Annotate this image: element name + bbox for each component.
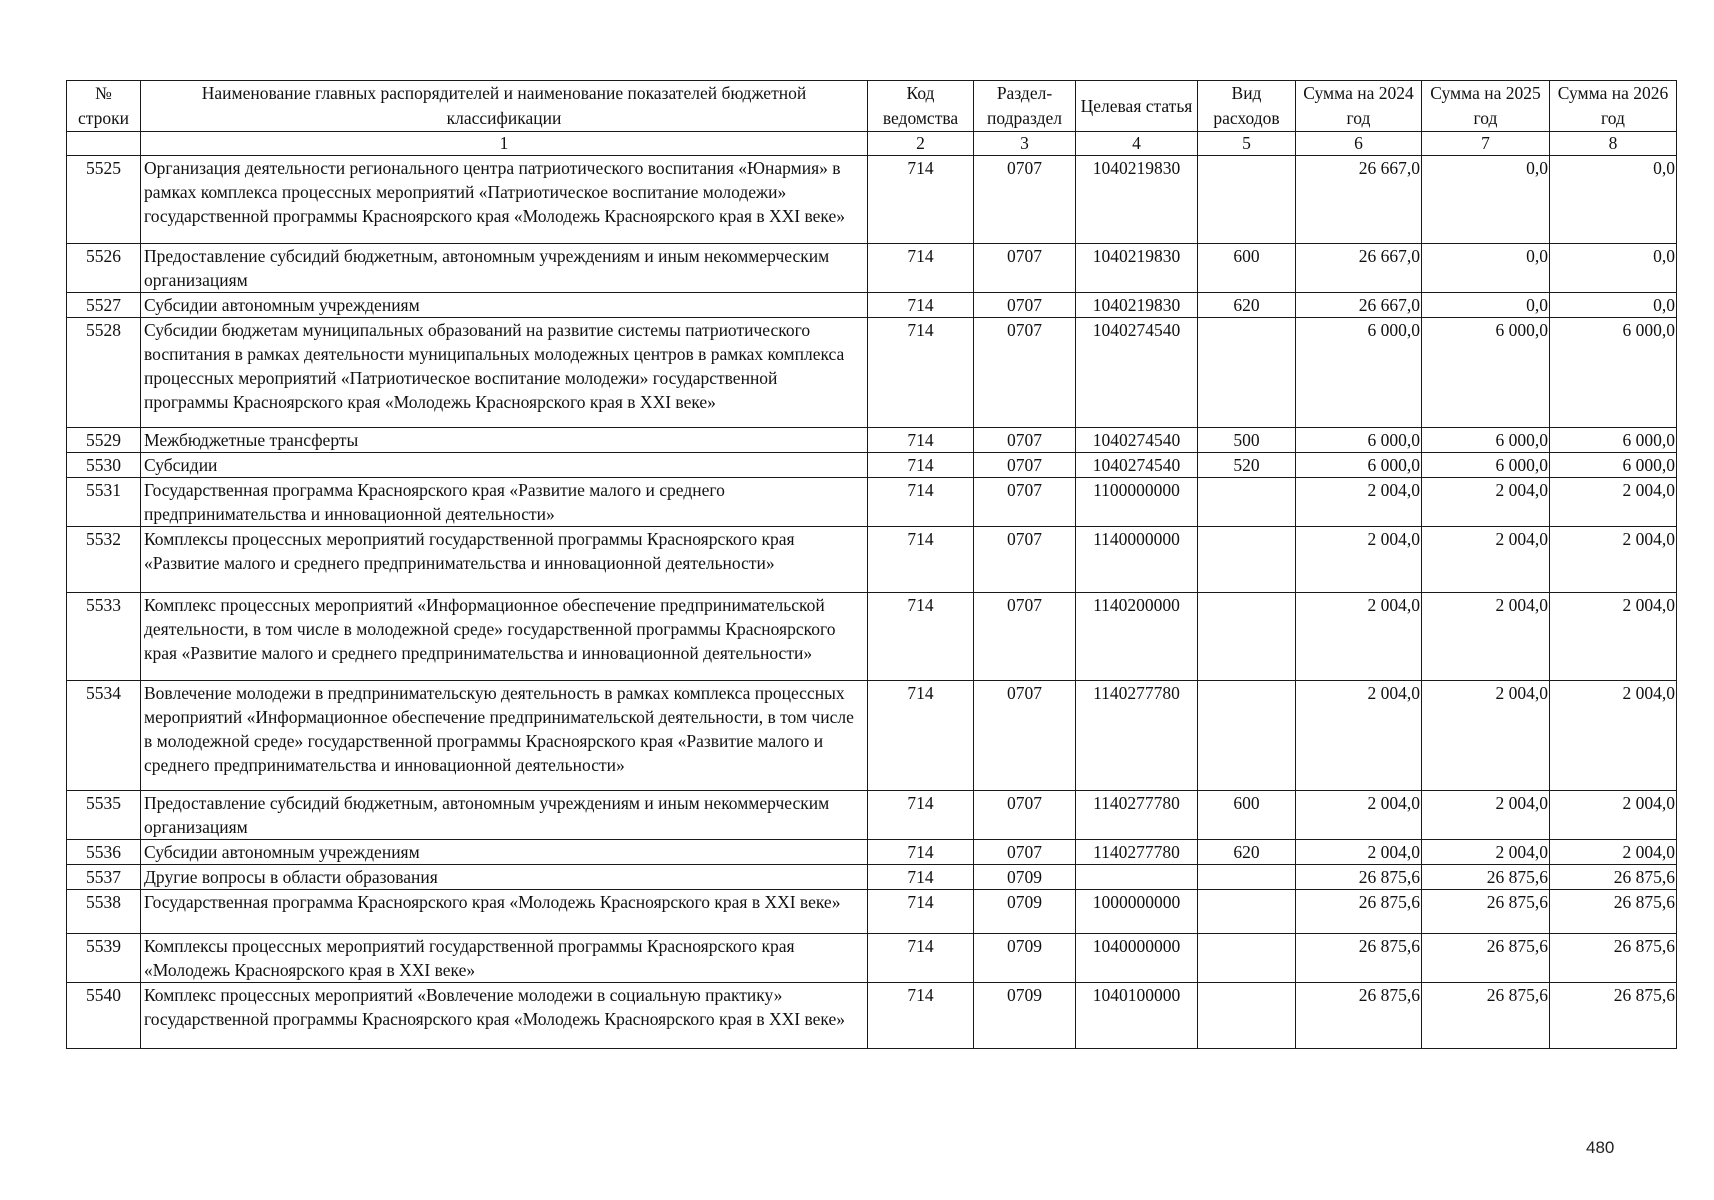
- page-number: 480: [1586, 1138, 1615, 1157]
- section-cell: 0709: [974, 983, 1076, 1049]
- sum-2025-cell: 2 004,0: [1422, 593, 1550, 681]
- target-article-cell: 1000000000: [1076, 890, 1198, 934]
- sum-2026-cell: 0,0: [1550, 156, 1677, 244]
- table-row: [67, 865, 1677, 890]
- table-row: [67, 681, 1677, 791]
- department-code-cell: 714: [868, 593, 974, 681]
- table-row: [67, 593, 1677, 681]
- name-cell: Субсидии автономным учреждениям: [141, 293, 868, 318]
- department-code-cell: 714: [868, 681, 974, 791]
- sum-2025-cell: 2 004,0: [1422, 791, 1550, 840]
- column-number: 4: [1076, 132, 1198, 156]
- row-number-cell: 5531: [67, 478, 141, 527]
- row-number-cell: 5532: [67, 527, 141, 593]
- name-cell: Другие вопросы в области образования: [141, 865, 868, 890]
- row-number-cell: 5534: [67, 681, 141, 791]
- target-article-cell: 1040274540: [1076, 318, 1198, 428]
- section-cell: 0707: [974, 453, 1076, 478]
- column-number: 8: [1550, 132, 1677, 156]
- sum-2024-cell: 2 004,0: [1296, 478, 1422, 527]
- sum-2026-cell: 26 875,6: [1550, 934, 1677, 983]
- sum-2026-cell: 2 004,0: [1550, 527, 1677, 593]
- section-cell: 0707: [974, 244, 1076, 293]
- sum-2025-cell: 26 875,6: [1422, 983, 1550, 1049]
- target-article-cell: 1040274540: [1076, 428, 1198, 453]
- table-row: [67, 293, 1677, 318]
- column-number: 5: [1198, 132, 1296, 156]
- header-expense-type: Вид расходов: [1198, 81, 1296, 132]
- sum-2025-cell: 26 875,6: [1422, 865, 1550, 890]
- expense-type-cell: 500: [1198, 428, 1296, 453]
- header-section: Раздел-подраздел: [974, 81, 1076, 132]
- table-row: [67, 428, 1677, 453]
- sum-2025-cell: 6 000,0: [1422, 428, 1550, 453]
- table-row: [67, 453, 1677, 478]
- column-number: 3: [974, 132, 1076, 156]
- department-code-cell: 714: [868, 244, 974, 293]
- name-cell: Комплекс процессных мероприятий «Вовлечение молодежи в социальную практику» государственной программы Красноярского края «Молодежь Красноярского края в XXI веке»: [141, 983, 868, 1049]
- name-cell: Межбюджетные трансферты: [141, 428, 868, 453]
- sum-2024-cell: 6 000,0: [1296, 453, 1422, 478]
- row-number-cell: 5529: [67, 428, 141, 453]
- sum-2026-cell: 6 000,0: [1550, 453, 1677, 478]
- sum-2025-cell: 2 004,0: [1422, 478, 1550, 527]
- column-number: 6: [1296, 132, 1422, 156]
- expense-type-cell: [1198, 318, 1296, 428]
- section-cell: 0707: [974, 428, 1076, 453]
- expense-type-cell: [1198, 681, 1296, 791]
- department-code-cell: 714: [868, 791, 974, 840]
- budget-table: [66, 80, 1677, 1049]
- department-code-cell: 714: [868, 293, 974, 318]
- table-row: [67, 934, 1677, 983]
- table-body: [67, 156, 1677, 1049]
- sum-2024-cell: 26 667,0: [1296, 244, 1422, 293]
- header-sum-2026: Сумма на 2026 год: [1550, 81, 1677, 132]
- section-cell: 0707: [974, 593, 1076, 681]
- sum-2025-cell: 2 004,0: [1422, 527, 1550, 593]
- row-number-cell: 5527: [67, 293, 141, 318]
- expense-type-cell: 620: [1198, 840, 1296, 865]
- header-sum-2024: Сумма на 2024 год: [1296, 81, 1422, 132]
- department-code-cell: 714: [868, 428, 974, 453]
- column-number-row: [67, 132, 1677, 156]
- expense-type-cell: [1198, 527, 1296, 593]
- section-cell: 0707: [974, 318, 1076, 428]
- column-number: 7: [1422, 132, 1550, 156]
- department-code-cell: 714: [868, 478, 974, 527]
- sum-2026-cell: 2 004,0: [1550, 593, 1677, 681]
- sum-2026-cell: 0,0: [1550, 293, 1677, 318]
- section-cell: 0709: [974, 890, 1076, 934]
- sum-2025-cell: 6 000,0: [1422, 318, 1550, 428]
- section-cell: 0707: [974, 293, 1076, 318]
- column-number: 2: [868, 132, 974, 156]
- sum-2026-cell: 26 875,6: [1550, 865, 1677, 890]
- row-number-cell: 5535: [67, 791, 141, 840]
- sum-2024-cell: 26 667,0: [1296, 293, 1422, 318]
- department-code-cell: 714: [868, 840, 974, 865]
- sum-2025-cell: 0,0: [1422, 156, 1550, 244]
- sum-2024-cell: 26 875,6: [1296, 983, 1422, 1049]
- section-cell: 0707: [974, 840, 1076, 865]
- sum-2026-cell: 2 004,0: [1550, 478, 1677, 527]
- sum-2025-cell: 26 875,6: [1422, 934, 1550, 983]
- sum-2025-cell: 0,0: [1422, 293, 1550, 318]
- name-cell: Субсидии: [141, 453, 868, 478]
- expense-type-cell: [1198, 934, 1296, 983]
- sum-2026-cell: 26 875,6: [1550, 890, 1677, 934]
- target-article-cell: 1140277780: [1076, 840, 1198, 865]
- header-name: Наименование главных распорядителей и наименование показателей бюджетной классификации: [141, 81, 868, 132]
- sum-2026-cell: 2 004,0: [1550, 840, 1677, 865]
- header-department-code: Код ведомства: [868, 81, 974, 132]
- section-cell: 0707: [974, 791, 1076, 840]
- table-row: [67, 318, 1677, 428]
- department-code-cell: 714: [868, 934, 974, 983]
- sum-2024-cell: 6 000,0: [1296, 428, 1422, 453]
- sum-2025-cell: 2 004,0: [1422, 840, 1550, 865]
- department-code-cell: 714: [868, 983, 974, 1049]
- department-code-cell: 714: [868, 318, 974, 428]
- department-code-cell: 714: [868, 527, 974, 593]
- expense-type-cell: [1198, 890, 1296, 934]
- name-cell: Вовлечение молодежи в предпринимательскую деятельность в рамках комплекса процессных мероприятий «Информационное обеспечение предпринимательской деятельности, в том числе в молодежной среде» государственной программы Красноярского края «Развитие малого и среднего предпринимательства и инновационной деятельности»: [141, 681, 868, 791]
- target-article-cell: 1140000000: [1076, 527, 1198, 593]
- row-number-cell: 5537: [67, 865, 141, 890]
- department-code-cell: 714: [868, 865, 974, 890]
- expense-type-cell: 600: [1198, 791, 1296, 840]
- target-article-cell: 1100000000: [1076, 478, 1198, 527]
- expense-type-cell: 620: [1198, 293, 1296, 318]
- sum-2024-cell: 2 004,0: [1296, 527, 1422, 593]
- sum-2026-cell: 6 000,0: [1550, 318, 1677, 428]
- column-number: 1: [141, 132, 868, 156]
- sum-2026-cell: 6 000,0: [1550, 428, 1677, 453]
- expense-type-cell: [1198, 478, 1296, 527]
- department-code-cell: 714: [868, 156, 974, 244]
- row-number-cell: 5540: [67, 983, 141, 1049]
- header-row: [67, 81, 1677, 132]
- expense-type-cell: 520: [1198, 453, 1296, 478]
- name-cell: Комплекс процессных мероприятий «Информационное обеспечение предпринимательской деятельности, в том числе в молодежной среде» государственной программы Красноярского края «Развитие малого и среднего предпринимательства и инновационной деятельности»: [141, 593, 868, 681]
- name-cell: Организация деятельности регионального центра патриотического воспитания «Юнармия» в рамках комплекса процессных мероприятий «Патриотическое воспитание молодежи» государственной программы Красноярского края «Молодежь Красноярского края в XXI веке»: [141, 156, 868, 244]
- sum-2024-cell: 26 875,6: [1296, 890, 1422, 934]
- section-cell: 0707: [974, 681, 1076, 791]
- sum-2025-cell: 26 875,6: [1422, 890, 1550, 934]
- sum-2024-cell: 2 004,0: [1296, 681, 1422, 791]
- column-number: [67, 132, 141, 156]
- sum-2024-cell: 2 004,0: [1296, 840, 1422, 865]
- header-sum-2025: Сумма на 2025 год: [1422, 81, 1550, 132]
- target-article-cell: 1040219830: [1076, 293, 1198, 318]
- section-cell: 0709: [974, 865, 1076, 890]
- target-article-cell: [1076, 865, 1198, 890]
- sum-2025-cell: 6 000,0: [1422, 453, 1550, 478]
- sum-2025-cell: 0,0: [1422, 244, 1550, 293]
- table-row: [67, 840, 1677, 865]
- header-target-article: Целевая статья: [1076, 81, 1198, 132]
- section-cell: 0709: [974, 934, 1076, 983]
- target-article-cell: 1040100000: [1076, 983, 1198, 1049]
- sum-2024-cell: 2 004,0: [1296, 791, 1422, 840]
- name-cell: Предоставление субсидий бюджетным, автономным учреждениям и иным некоммерческим организациям: [141, 244, 868, 293]
- name-cell: Субсидии бюджетам муниципальных образований на развитие системы патриотического воспитания в рамках деятельности муниципальных молодежных центров в рамках комплекса процессных мероприятий «Патриотическое воспитание молодежи» государственной программы Красноярского края «Молодежь Красноярского края в XXI веке»: [141, 318, 868, 428]
- row-number-cell: 5528: [67, 318, 141, 428]
- section-cell: 0707: [974, 156, 1076, 244]
- target-article-cell: 1140200000: [1076, 593, 1198, 681]
- target-article-cell: 1140277780: [1076, 681, 1198, 791]
- table-row: [67, 478, 1677, 527]
- sum-2024-cell: 26 667,0: [1296, 156, 1422, 244]
- name-cell: Предоставление субсидий бюджетным, автономным учреждениям и иным некоммерческим организациям: [141, 791, 868, 840]
- row-number-cell: 5538: [67, 890, 141, 934]
- table-row: [67, 791, 1677, 840]
- table-row: [67, 244, 1677, 293]
- expense-type-cell: [1198, 865, 1296, 890]
- sum-2024-cell: 6 000,0: [1296, 318, 1422, 428]
- name-cell: Комплексы процессных мероприятий государственной программы Красноярского края «Развитие малого и среднего предпринимательства и инновационной деятельности»: [141, 527, 868, 593]
- name-cell: Субсидии автономным учреждениям: [141, 840, 868, 865]
- sum-2026-cell: 26 875,6: [1550, 983, 1677, 1049]
- table-row: [67, 527, 1677, 593]
- name-cell: Государственная программа Красноярского края «Молодежь Красноярского края в XXI веке»: [141, 890, 868, 934]
- expense-type-cell: [1198, 156, 1296, 244]
- target-article-cell: 1040274540: [1076, 453, 1198, 478]
- section-cell: 0707: [974, 478, 1076, 527]
- sum-2024-cell: 26 875,6: [1296, 934, 1422, 983]
- name-cell: Комплексы процессных мероприятий государственной программы Красноярского края «Молодежь Красноярского края в XXI веке»: [141, 934, 868, 983]
- row-number-cell: 5539: [67, 934, 141, 983]
- sum-2026-cell: 2 004,0: [1550, 791, 1677, 840]
- target-article-cell: 1140277780: [1076, 791, 1198, 840]
- sum-2024-cell: 26 875,6: [1296, 865, 1422, 890]
- table-row: [67, 890, 1677, 934]
- sum-2026-cell: 0,0: [1550, 244, 1677, 293]
- table-row: [67, 983, 1677, 1049]
- department-code-cell: 714: [868, 890, 974, 934]
- row-number-cell: 5525: [67, 156, 141, 244]
- expense-type-cell: [1198, 593, 1296, 681]
- row-number-cell: 5530: [67, 453, 141, 478]
- expense-type-cell: 600: [1198, 244, 1296, 293]
- row-number-cell: 5536: [67, 840, 141, 865]
- target-article-cell: 1040219830: [1076, 156, 1198, 244]
- target-article-cell: 1040000000: [1076, 934, 1198, 983]
- row-number-cell: 5526: [67, 244, 141, 293]
- sum-2024-cell: 2 004,0: [1296, 593, 1422, 681]
- row-number-cell: 5533: [67, 593, 141, 681]
- section-cell: 0707: [974, 527, 1076, 593]
- name-cell: Государственная программа Красноярского края «Развитие малого и среднего предпринимательства и инновационной деятельности»: [141, 478, 868, 527]
- expense-type-cell: [1198, 983, 1296, 1049]
- table-row: [67, 156, 1677, 244]
- sum-2026-cell: 2 004,0: [1550, 681, 1677, 791]
- header-row-number: № строки: [67, 81, 141, 132]
- department-code-cell: 714: [868, 453, 974, 478]
- target-article-cell: 1040219830: [1076, 244, 1198, 293]
- sum-2025-cell: 2 004,0: [1422, 681, 1550, 791]
